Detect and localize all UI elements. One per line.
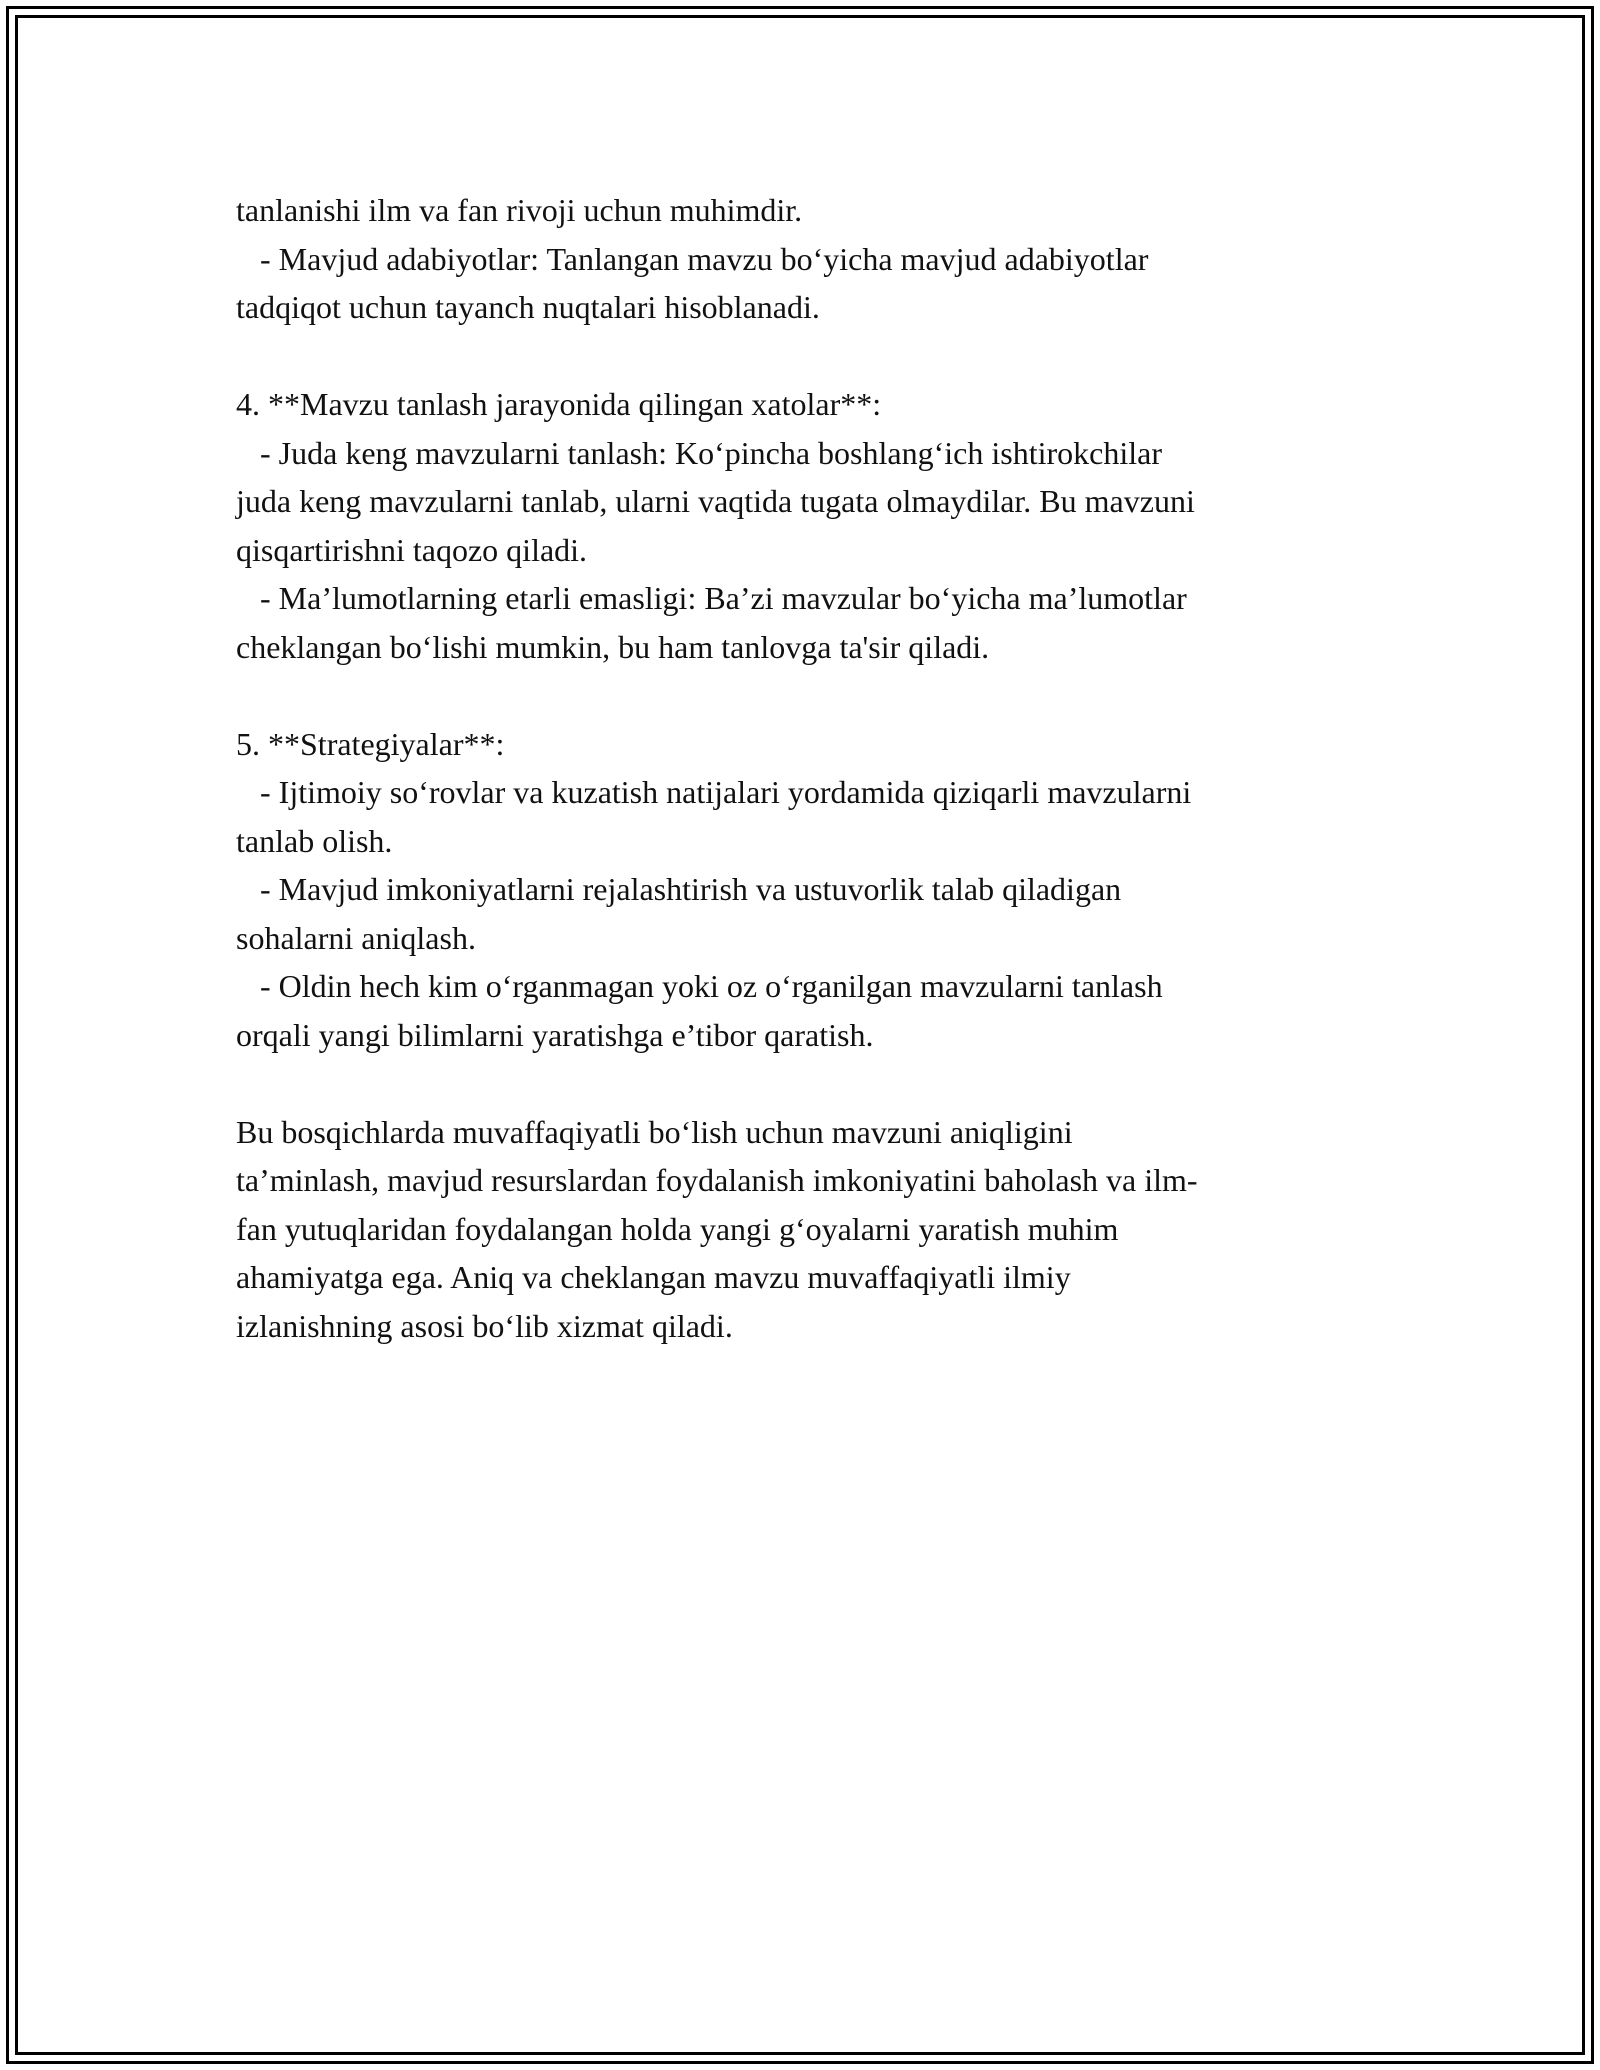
text-line: ahamiyatga ega. Aniq va cheklangan mavzu muvaffaqiyatli ilmiy [236,1259,1071,1295]
paragraph-gap [236,332,1366,381]
text-line: Bu bosqichlarda muvaffaqiyatli bo‘lish uchun mavzuni aniqligini [236,1113,1073,1150]
text-line: sohalarni aniqlash. [236,919,476,956]
text-line: - Mavjud adabiyotlar: Tanlangan mavzu bo‘yicha mavjud adabiyotlar [236,240,1149,277]
text-line: orqali yangi bilimlarni yaratishga e’tibor qaratish. [236,1016,874,1053]
text-line: qisqartirishni taqozo qiladi. [236,531,588,568]
text-line: - Ijtimoiy so‘rovlar va kuzatish natijalari yordamida qiziqarli mavzularni [236,774,1192,810]
section-heading: 4. **Mavzu tanlash jarayonida qilingan xatolar**: [236,386,882,422]
text-line: - Mavjud imkoniyatlarni rejalashtirish va ustuvorlik talab qiladigan [236,871,1122,907]
text-line: cheklangan bo‘lishi mumkin, bu ham tanlovga ta'sir qiladi. [236,628,990,665]
text-line: tadqiqot uchun tayanch nuqtalari hisoblanadi. [236,289,820,325]
text-line: fan yutuqlaridan foydalangan holda yangi g‘oyalarni yaratish muhim [236,1210,1119,1247]
text-line: - Ma’lumotlarning etarli emasligi: Ba’zi mavzular bo‘yicha ma’lumotlar [236,580,1187,616]
text-line: tanlanishi ilm va fan rivoji uchun muhimdir. [236,192,803,228]
text-line: - Juda keng mavzularni tanlash: Ko‘pincha boshlang‘ich ishtirokchilar [236,434,1162,471]
text-line: tanlab olish. [236,822,393,859]
text-line: ta’minlash, mavjud resurslardan foydalanish imkoniyatini baholash va ilm- [236,1162,1198,1198]
paragraph-gap [236,671,1366,720]
text-line: izlanishning asosi bo‘lib xizmat qiladi. [236,1307,733,1344]
text-line: - Oldin hech kim o‘rganmagan yoki oz o‘rganilgan mavzularni tanlash [236,968,1163,1004]
text-line: juda keng mavzularni tanlab, ularni vaqtida tugata olmaydilar. Bu mavzuni [236,483,1195,519]
paragraph-gap [236,1059,1366,1108]
section-heading: 5. **Strategiyalar**: [236,725,505,762]
document-body [236,186,1366,1350]
